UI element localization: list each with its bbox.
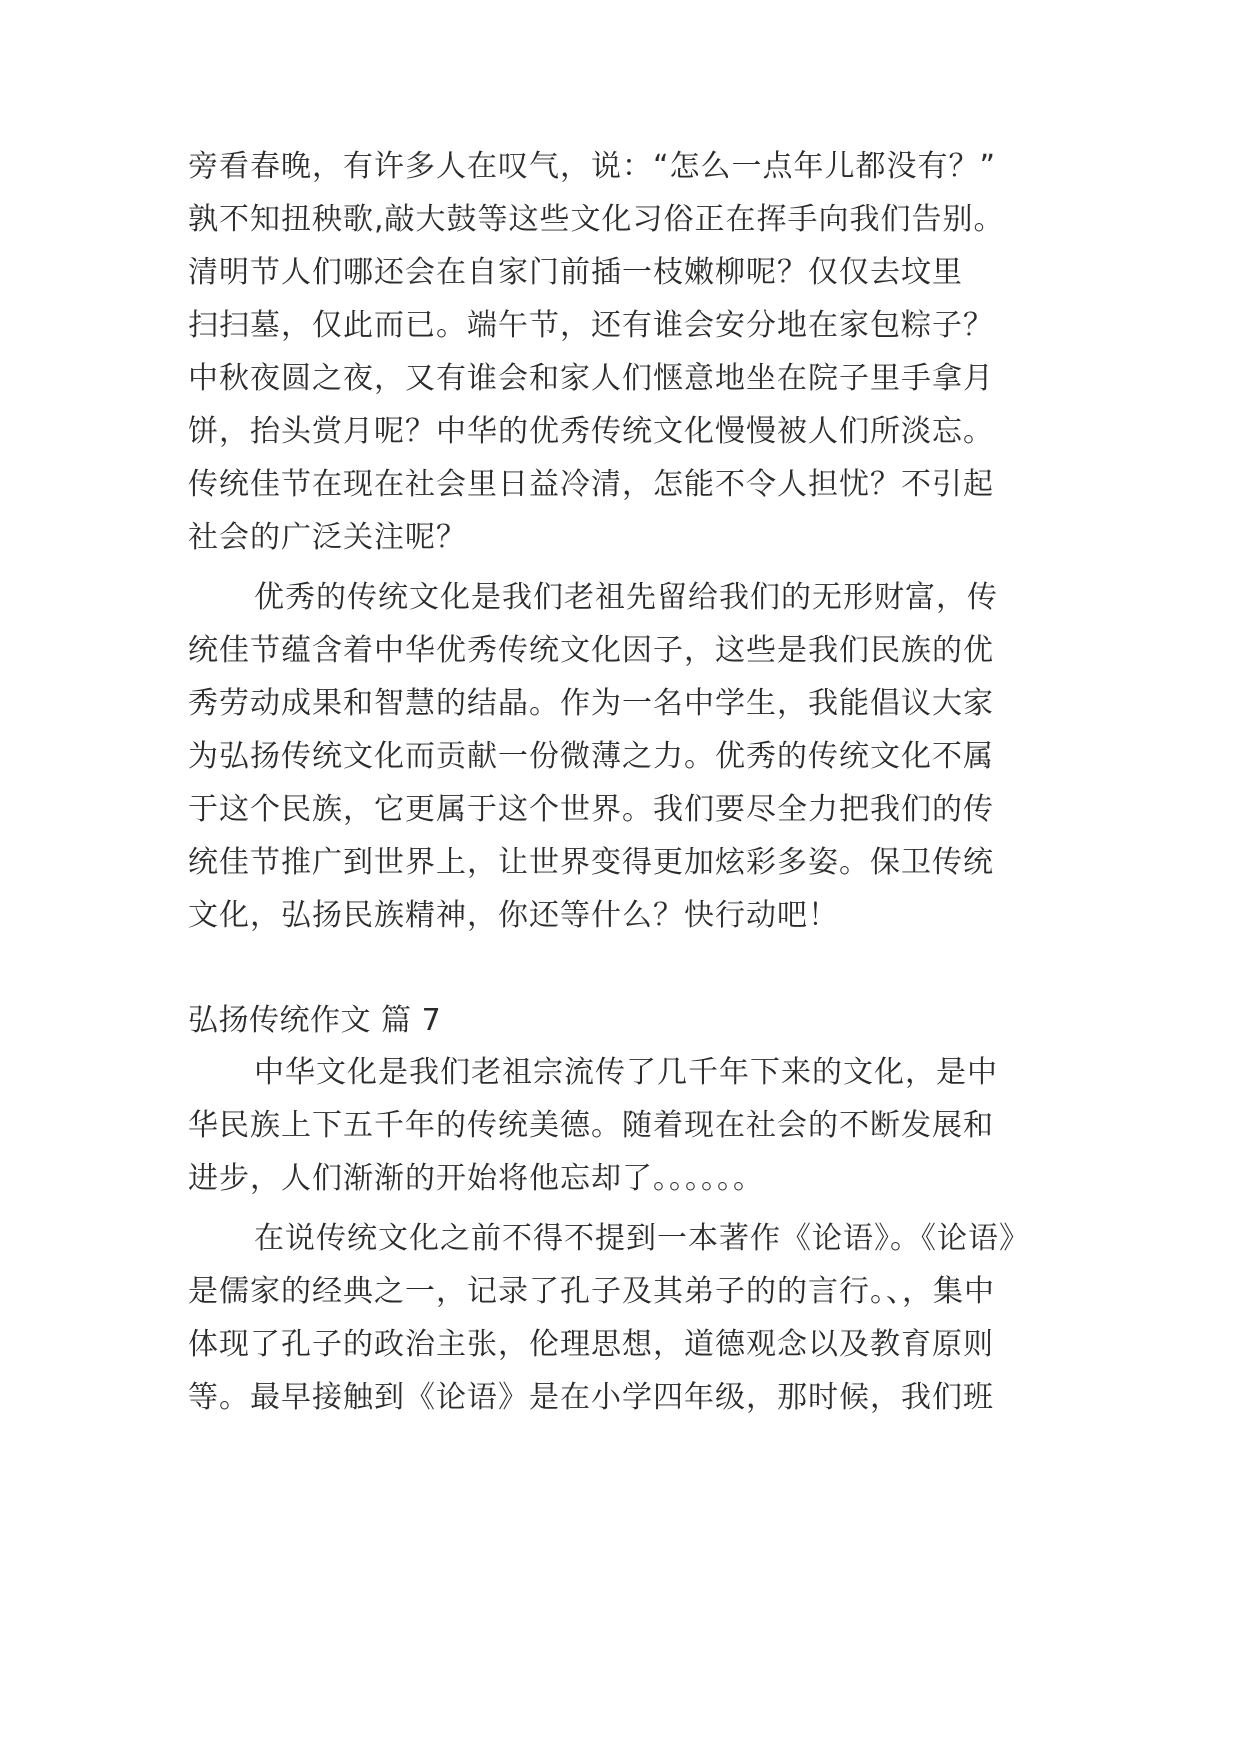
paragraph-line: 华民族上下五千年的传统美德。随着现在社会的不断发展和 <box>188 1108 994 1143</box>
paragraph-line: 传统佳节在现在社会里日益冷清，怎能不令人担忧？不引起 <box>188 467 994 502</box>
paragraph-line: 进步，人们渐渐的开始将他忘却了。。。。。。 <box>188 1161 764 1196</box>
paragraph-line: 社会的广泛关注呢？ <box>188 520 467 555</box>
paragraph-line: 秀劳动成果和智慧的结晶。作为一名中学生，我能倡议大家 <box>188 686 994 721</box>
paragraph-line: 饼，抬头赏月呢？中华的优秀传统文化慢慢被人们所淡忘。 <box>188 414 994 449</box>
paragraph-line: 统佳节推广到世界上，让世界变得更加炫彩多姿。保卫传统 <box>188 845 994 880</box>
paragraph-line: 是儒家的经典之一，记录了孔子及其弟子的的言行。、，集中 <box>188 1274 995 1309</box>
paragraph-line: 在说传统文化之前不得不提到一本著作《论语》。《论语》 <box>254 1221 1030 1256</box>
paragraph-line: 中华文化是我们老祖宗流传了几千年下来的文化，是中 <box>254 1055 998 1090</box>
paragraph-line: 扫扫墓，仅此而已。端午节，还有谁会安分地在家包粽子？ <box>188 308 994 343</box>
paragraph-line: 统佳节蕴含着中华优秀传统文化因子，这些是我们民族的优 <box>188 633 994 668</box>
paragraph-line: 优秀的传统文化是我们老祖先留给我们的无形财富，传 <box>254 580 998 615</box>
paragraph-line: 孰不知扭秧歌,敲大鼓等这些文化习俗正在挥手向我们告别。 <box>188 202 1005 237</box>
paragraph-line: 为弘扬传统文化而贡献一份微薄之力。优秀的传统文化不属 <box>188 739 994 774</box>
paragraph-line: 清明节人们哪还会在自家门前插一枝嫩柳呢？仅仅去坟里 <box>188 255 963 290</box>
section-heading: 弘扬传统作文 篇 7 <box>188 1003 442 1038</box>
paragraph-line: 旁看春晚，有许多人在叹气，说：“怎么一点年儿都没有？” <box>188 149 997 184</box>
paragraph-line: 于这个民族，它更属于这个世界。我们要尽全力把我们的传 <box>188 792 994 827</box>
paragraph-line: 中秋夜圆之夜，又有谁会和家人们惬意地坐在院子里手拿月 <box>188 361 994 396</box>
paragraph-line: 等。最早接触到《论语》是在小学四年级，那时候，我们班 <box>188 1380 994 1415</box>
paragraph-line: 体现了孔子的政治主张，伦理思想，道德观念以及教育原则 <box>188 1327 994 1362</box>
paragraph-line: 文化，弘扬民族精神，你还等什么？快行动吧！ <box>188 898 839 933</box>
